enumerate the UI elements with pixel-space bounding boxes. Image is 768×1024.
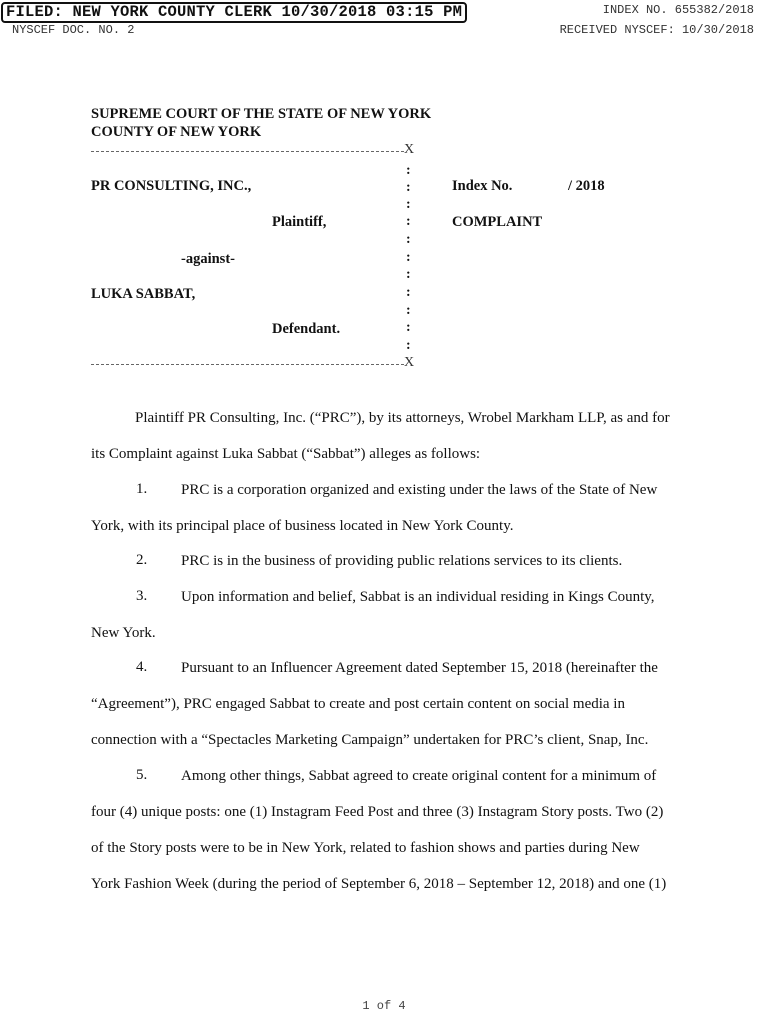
paragraph-line: connection with a “Spectacles Marketing Campaign” undertaken for PRC’s client, Snap, Inc. xyxy=(91,732,649,748)
paragraph-line: Pursuant to an Influencer Agreement dated September 15, 2018 (hereinafter the xyxy=(181,660,658,676)
paragraph-line: PRC is in the business of providing public relations services to its clients. xyxy=(181,553,623,569)
paragraph-line: Among other things, Sabbat agreed to create original content for a minimum of xyxy=(181,768,657,784)
caption-colon: : xyxy=(406,214,411,229)
caption-colon: : xyxy=(406,232,411,247)
page-number: 1 of 4 xyxy=(362,999,406,1013)
caption-colon: : xyxy=(406,303,411,318)
index-number: INDEX NO. 655382/2018 xyxy=(602,3,754,17)
caption-colon: : xyxy=(406,163,411,178)
caption-colon: : xyxy=(406,250,411,265)
paragraph-line: York Fashion Week (during the period of September 6, 2018 – September 12, 2018) and one (1) xyxy=(91,876,667,892)
index-year: / 2018 xyxy=(568,178,605,194)
caption-top-x: X xyxy=(404,142,415,157)
paragraph-line: New York. xyxy=(91,625,156,641)
paragraph-line: PRC is a corporation organized and existing under the laws of the State of New xyxy=(181,482,658,498)
paragraph-line: “Agreement”), PRC engaged Sabbat to create and post certain content on social media in xyxy=(91,696,625,712)
caption-bottom-rule xyxy=(91,364,404,365)
caption-top-rule xyxy=(91,151,404,152)
paragraph-line: Upon information and belief, Sabbat is an individual residing in Kings County, xyxy=(181,589,655,605)
court-county: COUNTY OF NEW YORK xyxy=(91,124,262,140)
paragraph-number: 2. xyxy=(136,552,148,568)
against-label: -against- xyxy=(181,251,235,267)
caption-bottom-x: X xyxy=(404,355,415,370)
caption-colon: : xyxy=(406,267,411,282)
paragraph-number: 3. xyxy=(136,588,148,604)
doc-number: NYSCEF DOC. NO. 2 xyxy=(12,23,135,37)
received-date: RECEIVED NYSCEF: 10/30/2018 xyxy=(559,23,754,37)
defendant-role: Defendant. xyxy=(272,321,341,337)
defendant-name: LUKA SABBAT, xyxy=(91,286,196,302)
caption-colon: : xyxy=(406,338,411,353)
caption-colon: : xyxy=(406,197,411,212)
court-name: SUPREME COURT OF THE STATE OF NEW YORK xyxy=(91,106,432,122)
paragraph-number: 4. xyxy=(136,659,148,675)
plaintiff-role: Plaintiff, xyxy=(272,214,327,230)
paragraph-number: 5. xyxy=(136,767,148,783)
caption-colon: : xyxy=(406,320,411,335)
plaintiff-name: PR CONSULTING, INC., xyxy=(91,178,252,194)
caption-colon: : xyxy=(406,285,411,300)
intro-line-2: its Complaint against Luka Sabbat (“Sabbat”) alleges as follows: xyxy=(91,446,481,462)
caption-colon: : xyxy=(406,180,411,195)
paragraph-line: York, with its principal place of business located in New York County. xyxy=(91,518,514,534)
paragraph-number: 1. xyxy=(136,481,148,497)
index-label: Index No. xyxy=(452,178,513,194)
paragraph-line: four (4) unique posts: one (1) Instagram Feed Post and three (3) Instagram Story posts. Two (2) xyxy=(91,804,664,820)
document-type: COMPLAINT xyxy=(452,214,543,230)
paragraph-line: of the Story posts were to be in New York, related to fashion shows and parties during New xyxy=(91,840,640,856)
filed-stamp: FILED: NEW YORK COUNTY CLERK 10/30/2018 03:15 PM xyxy=(1,2,467,23)
intro-line-1: Plaintiff PR Consulting, Inc. (“PRC”), by its attorneys, Wrobel Markham LLP, as and for xyxy=(135,410,670,426)
